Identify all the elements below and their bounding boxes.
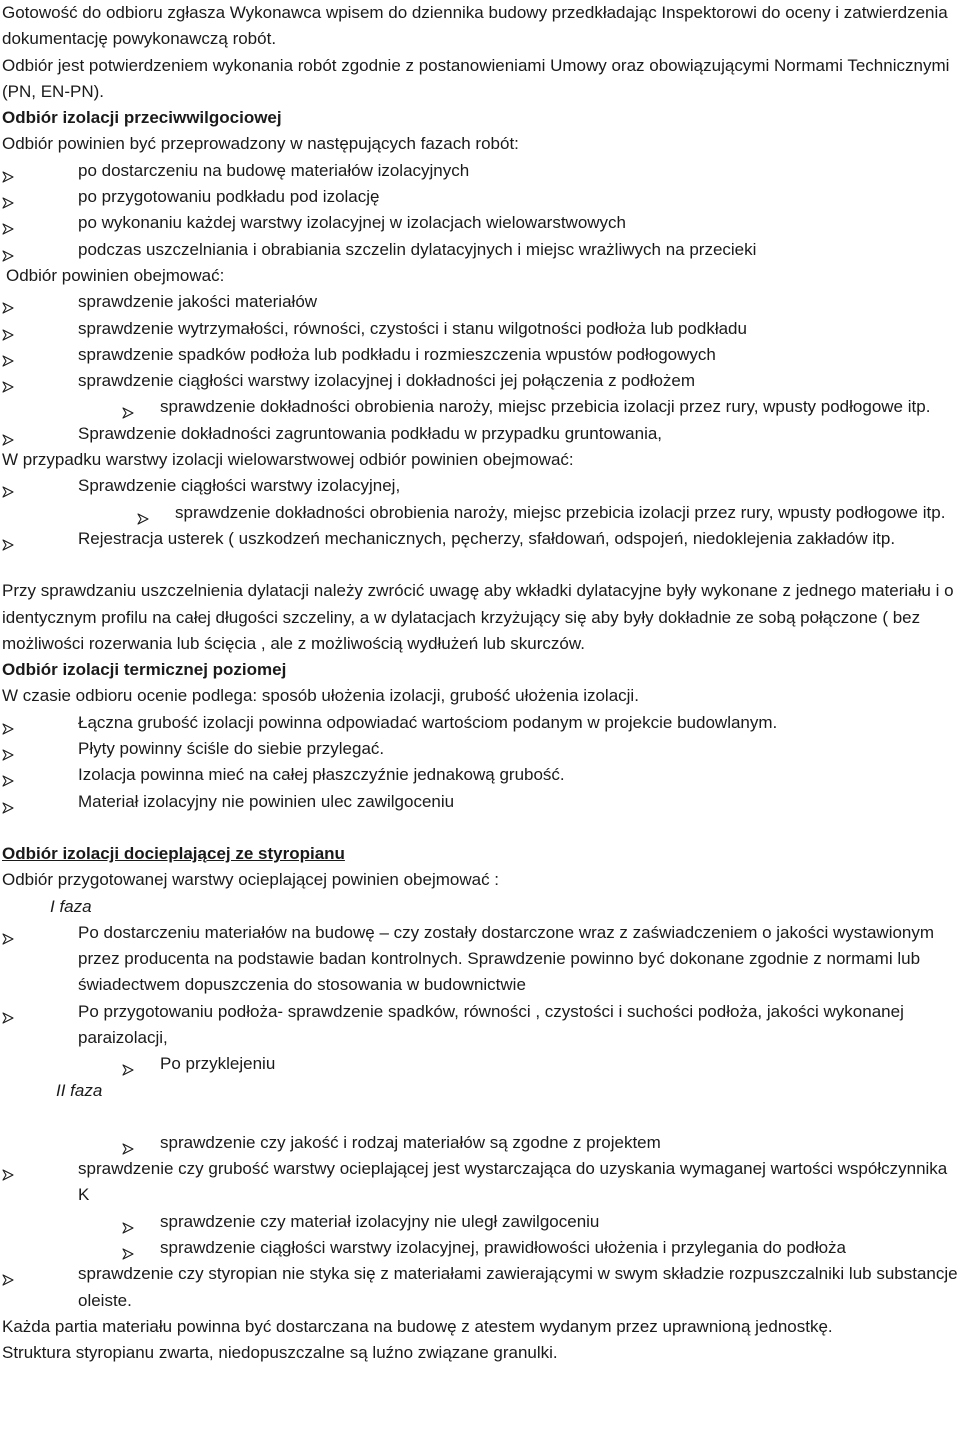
arrow-bullet-icon [2, 1163, 14, 1175]
arrow-bullet-icon [2, 217, 14, 229]
list-item: sprawdzenie spadków podłoża lub podkładu i rozmieszczenia wpustów podłogowych [2, 342, 960, 368]
sub-list-item: sprawdzenie czy materiał izolacyjny nie uległ zawilgoceniu [2, 1209, 960, 1235]
list-item: po przygotowaniu podkładu pod izolację [2, 184, 960, 210]
arrow-bullet-icon [2, 717, 14, 729]
list-item: Rejestracja usterek ( uszkodzeń mechanicznych, pęcherzy, sfałdowań, odspojeń, niedoklejenia zakładów itp. [2, 526, 960, 552]
list-item: Po dostarczeniu materiałów na budowę – czy zostały dostarczone wraz z zaświadczeniem o jakości wystawionym przez producenta na podstawie badan kontrolnych. Sprawdzenie powinno być dokonane zgodnie z normami lub świadectwem dopuszczenia do stosowania w budownictwie [2, 920, 960, 999]
list-item: Płyty powinny ściśle do siebie przylegać. [2, 736, 960, 762]
section-heading: Odbiór izolacji docieplającej ze styropianu [2, 843, 345, 863]
arrow-bullet-icon [122, 1058, 134, 1070]
arrow-bullet-icon [2, 927, 14, 939]
phase-label: II faza [56, 1080, 103, 1100]
list-item: sprawdzenie czy styropian nie styka się z materiałami zawierającymi w swym składzie rozpuszczalniki lub substancje oleiste. [2, 1261, 960, 1314]
arrow-bullet-icon [122, 1242, 134, 1254]
sub-list-item: sprawdzenie dokładności obrobienia naroży, miejsc przebicia izolacji przez rury, wpusty podłogowe itp. [2, 394, 960, 420]
paragraph: Odbiór jest potwierdzeniem wykonania robót zgodnie z postanowieniami Umowy oraz obowiązującymi Normami Technicznymi (PN, EN-PN). [2, 55, 950, 101]
arrow-bullet-icon [2, 296, 14, 308]
arrow-bullet-icon [2, 191, 14, 203]
paragraph: Odbiór powinien być przeprowadzony w następujących fazach robót: [2, 134, 519, 154]
list-item: podczas uszczelniania i obrabiania szczelin dylatacyjnych i miejsc wrażliwych na przecieki [2, 237, 960, 263]
paragraph: Odbiór przygotowanej warstwy ocieplającej powinien obejmować : [2, 870, 500, 890]
sub-list-item: sprawdzenie ciągłości warstwy izolacyjnej, prawidłowości ułożenia i przylegania do podłoża [2, 1235, 960, 1261]
list-item: sprawdzenie jakości materiałów [2, 289, 960, 315]
arrow-bullet-icon [2, 743, 14, 755]
arrow-bullet-icon [2, 349, 14, 361]
spacer [2, 815, 960, 841]
paragraph: Przy sprawdzaniu uszczelnienia dylatacji należy zwrócić uwagę aby wkładki dylatacyjne były wykonane z jednego materiału i o identycznym profilu na całej długości szczeliny, a w dylatacjach krzyżujący się aby były dokładnie ze sobą połączone ( bez możliwości rozerwania lub ścięcia , ale z możliwością wydłużeń lub skurczów. [2, 581, 954, 653]
list-item: Izolacja powinna mieć na całej płaszczyźnie jednakową grubość. [2, 762, 960, 788]
list-item: Sprawdzenie ciągłości warstwy izolacyjnej, [2, 473, 960, 499]
arrow-bullet-icon [2, 533, 14, 545]
paragraph: W przypadku warstwy izolacji wielowarstwowej odbiór powinien obejmować: [2, 450, 574, 470]
list-item: Sprawdzenie dokładności zagruntowania podkładu w przypadku gruntowania, [2, 421, 960, 447]
arrow-bullet-icon [2, 244, 14, 256]
list-item: sprawdzenie ciągłości warstwy izolacyjnej i dokładności jej połączenia z podłożem [2, 368, 960, 394]
arrow-bullet-icon [2, 769, 14, 781]
sub-list-item: sprawdzenie dokładności obrobienia naroży, miejsc przebicia izolacji przez rury, wpusty podłogowe itp. [2, 500, 960, 526]
arrow-bullet-icon [2, 1268, 14, 1280]
arrow-bullet-icon [2, 480, 14, 492]
arrow-bullet-icon [2, 796, 14, 808]
sub-list-item: Po przyklejeniu [2, 1051, 960, 1077]
paragraph: W czasie odbioru ocenie podlega: sposób ułożenia izolacji, grubość ułożenia izolacji. [2, 686, 639, 706]
paragraph: Gotowość do odbioru zgłasza Wykonawca wpisem do dziennika budowy przedkładając Inspektorowi do oceny i zatwierdzenia dokumentację powykonawczą robót. [2, 3, 948, 49]
arrow-bullet-icon [2, 375, 14, 387]
spacer [2, 552, 960, 578]
list-item: Materiał izolacyjny nie powinien ulec zawilgoceniu [2, 789, 960, 815]
paragraph: Struktura styropianu zwarta, niedopuszczalne są luźno związane granulki. [2, 1343, 558, 1363]
paragraph: Odbiór powinien obejmować: [6, 265, 225, 285]
arrow-bullet-icon [2, 1006, 14, 1018]
spacer [2, 1104, 960, 1130]
list-item: Po przygotowaniu podłoża- sprawdzenie spadków, równości , czystości i suchości podłoża, jakości wykonanej paraizolacji, [2, 999, 960, 1052]
arrow-bullet-icon [137, 507, 149, 519]
list-item: sprawdzenie wytrzymałości, równości, czystości i stanu wilgotności podłoża lub podkładu [2, 316, 960, 342]
arrow-bullet-icon [2, 323, 14, 335]
arrow-bullet-icon [122, 1216, 134, 1228]
arrow-bullet-icon [122, 401, 134, 413]
section-heading: Odbiór izolacji przeciwwilgociowej [2, 108, 282, 128]
section-heading: Odbiór izolacji termicznej poziomej [2, 660, 287, 680]
paragraph: Każda partia materiału powinna być dostarczana na budowę z atestem wydanym przez uprawnioną jednostkę. [2, 1316, 833, 1336]
sub-list-item: sprawdzenie czy jakość i rodzaj materiałów są zgodne z projektem [2, 1130, 960, 1156]
list-item: sprawdzenie czy grubość warstwy ocieplającej jest wystarczająca do uzyskania wymaganej wartości współczynnika K [2, 1156, 960, 1209]
arrow-bullet-icon [2, 428, 14, 440]
arrow-bullet-icon [2, 165, 14, 177]
phase-label: I faza [50, 896, 92, 916]
list-item: po dostarczeniu na budowę materiałów izolacyjnych [2, 158, 960, 184]
list-item: Łączna grubość izolacji powinna odpowiadać wartościom podanym w projekcie budowlanym. [2, 710, 960, 736]
arrow-bullet-icon [122, 1137, 134, 1149]
list-item: po wykonaniu każdej warstwy izolacyjnej w izolacjach wielowarstwowych [2, 210, 960, 236]
